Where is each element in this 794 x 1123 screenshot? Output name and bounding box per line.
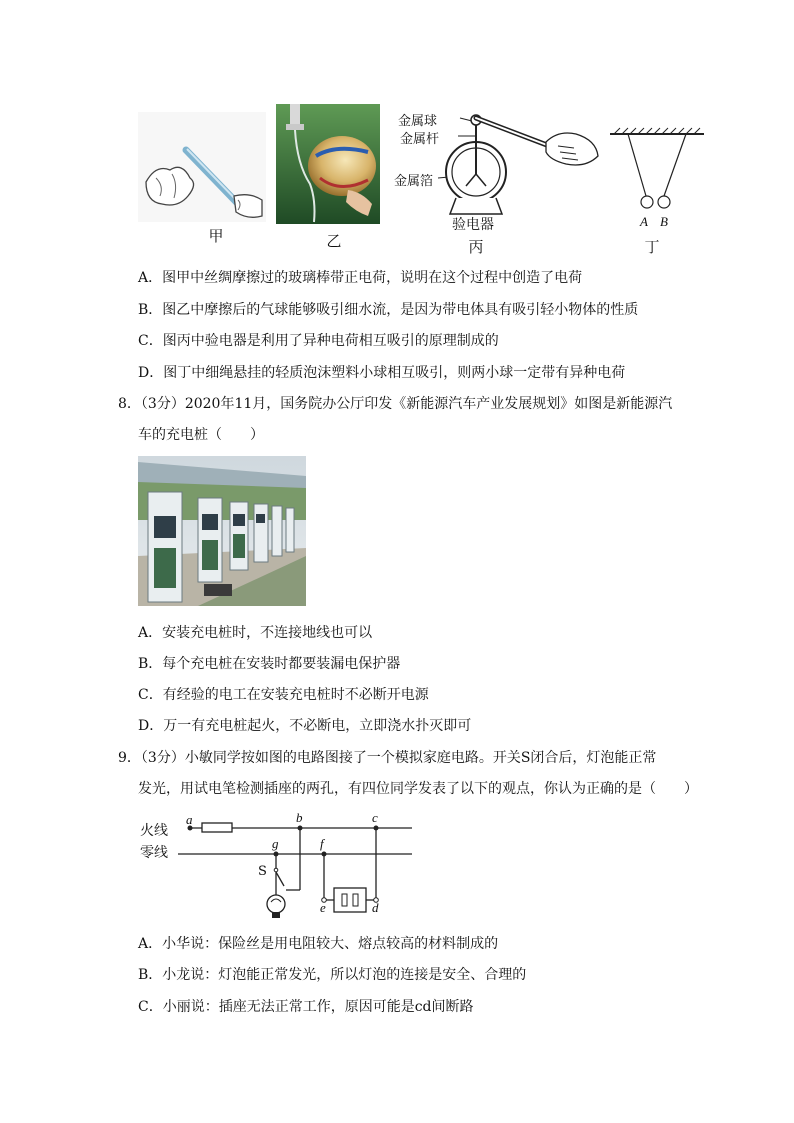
q9-option-a: A．小华说：保险丝是用电阻较大、熔点较高的材料制成的 — [138, 936, 499, 952]
node-b-label: b — [296, 810, 303, 825]
q7-option-b: B．图乙中摩擦后的气球能够吸引细水流，是因为带电体具有吸引轻小物体的性质 — [138, 302, 639, 318]
live-wire-label: 火线 — [140, 823, 168, 839]
q9-stem-line2: 发光，用试电笔检测插座的两孔，有四位同学发表了以下的观点，你认为正确的是（ ） — [138, 781, 698, 797]
q9-option-b: B．小龙说：灯泡能正常发光，所以灯泡的连接是安全、合理的 — [138, 967, 527, 983]
callout-metal-rod: 金属杆 — [400, 132, 440, 147]
figure-ding-label: 丁 — [644, 238, 660, 256]
q7-option-d: D．图丁中细绳悬挂的轻质泡沫塑料小球相互吸引，则两小球一定带有异种电荷 — [138, 365, 626, 381]
q7-option-a: A．图甲中丝绸摩擦过的玻璃棒带正电荷，说明在这个过程中创造了电荷 — [138, 270, 583, 286]
callout-metal-foil: 金属箔 — [394, 174, 434, 189]
switch-label: S — [258, 864, 267, 879]
figure-jia — [138, 112, 266, 222]
ball-a-label: A — [640, 214, 648, 229]
figure-bing-label: 丙 — [468, 238, 484, 256]
ball-b-label: B — [660, 214, 668, 229]
q8-option-d: D．万一有充电桩起火，不必断电，立即浇水扑灭即可 — [138, 718, 472, 734]
q9-option-c: C．小丽说：插座无法正常工作，原因可能是cd间断路 — [138, 999, 474, 1015]
node-f-label: f — [320, 836, 324, 851]
q8-stem-line2: 车的充电桩（ ） — [138, 427, 264, 443]
figure-yi-label: 乙 — [326, 232, 342, 250]
node-c-label: c — [372, 810, 378, 825]
q7-option-c: C．图丙中验电器是利用了异种电荷相互吸引的原理制成的 — [138, 333, 499, 349]
q8-option-a: A．安装充电桩时，不连接地线也可以 — [138, 625, 373, 641]
node-g-label: g — [272, 836, 279, 851]
q8-option-b: B．每个充电桩在安装时都要装漏电保护器 — [138, 656, 401, 672]
node-e-label: e — [320, 900, 326, 915]
node-d-label: d — [372, 900, 379, 915]
electroscope-caption: 验电器 — [452, 217, 494, 233]
callout-metal-ball: 金属球 — [398, 114, 438, 129]
figure-jia-label: 甲 — [208, 227, 224, 245]
q9-stem-line1: 9．（3分）小敏同学按如图的电路图接了一个模拟家庭电路。开关S闭合后，灯泡能正常 — [118, 750, 657, 766]
q8-option-c: C．有经验的电工在安装充电桩时不必断开电源 — [138, 687, 429, 703]
figure-yi — [276, 104, 380, 224]
charging-station-photo — [138, 456, 306, 606]
neutral-wire-label: 零线 — [140, 845, 168, 861]
figure-ding — [606, 126, 708, 216]
q8-stem-line1: 8．（3分）2020年11月，国务院办公厅印发《新能源汽车产业发展规划》如图是新能源汽 — [118, 396, 673, 412]
node-a-label: a — [186, 812, 193, 827]
